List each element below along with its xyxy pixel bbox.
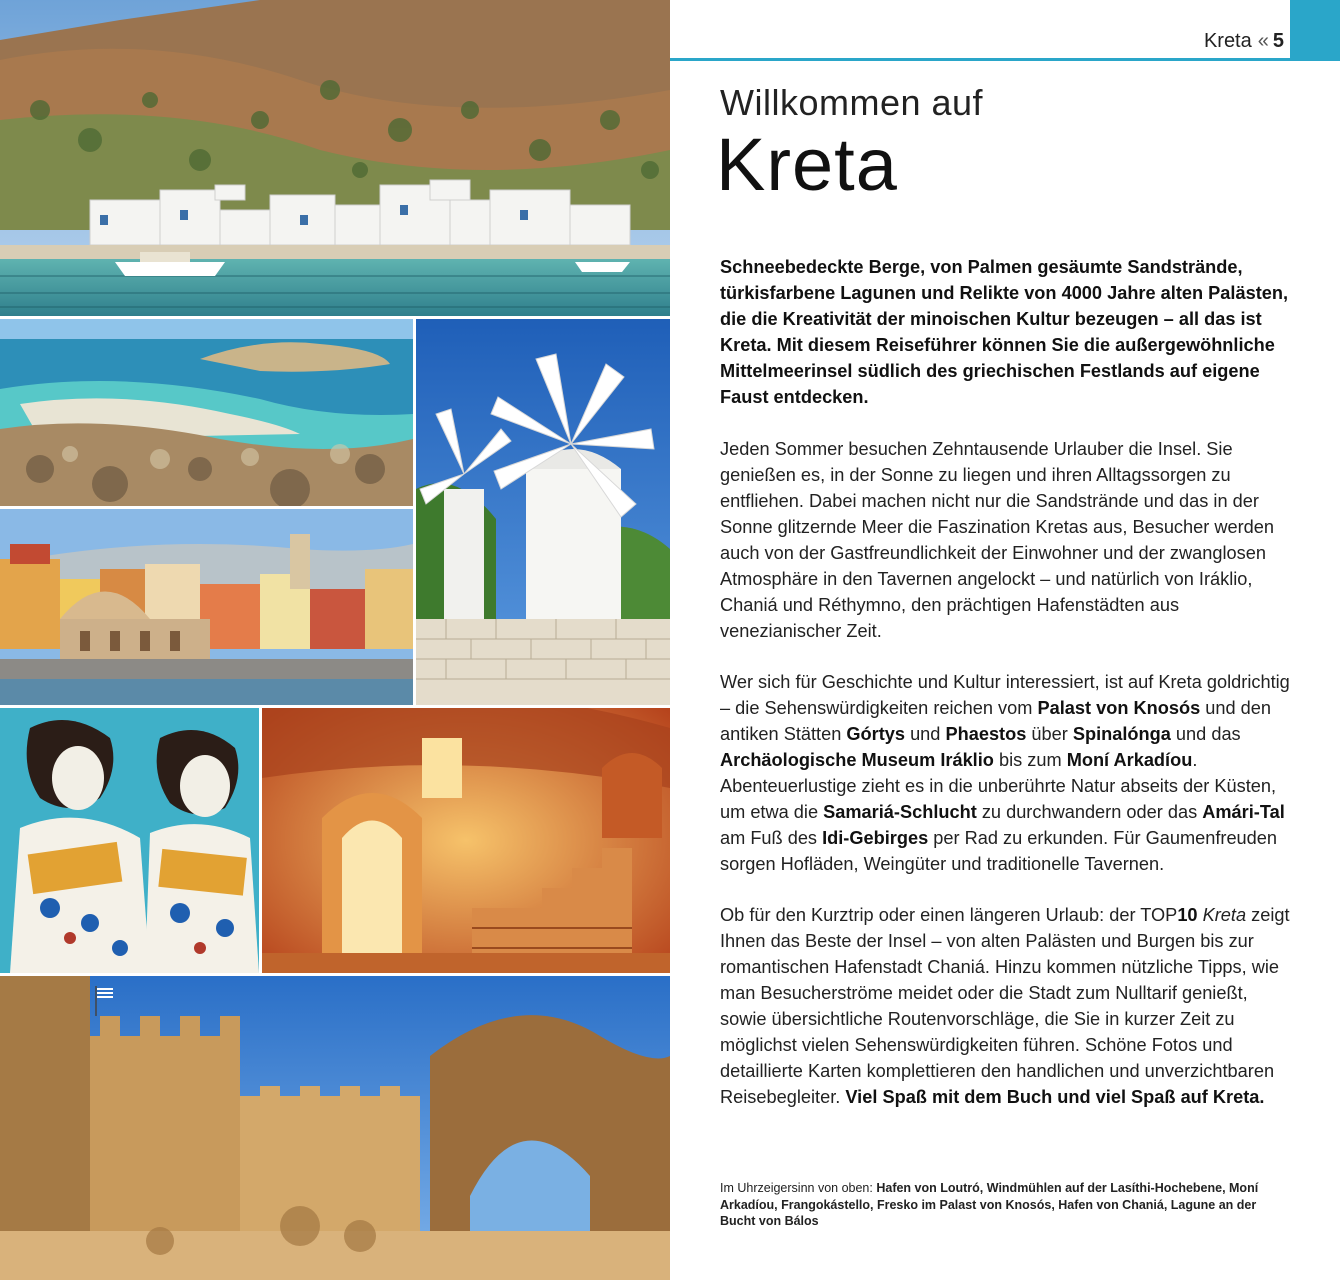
page-number: 5	[1272, 30, 1284, 52]
p2-highlight-samaria: Samariá-Schlucht	[823, 802, 977, 822]
photo-chania-harbour	[0, 509, 413, 705]
page-title-line1: Willkommen auf	[720, 82, 984, 123]
p2-highlight-idi: Idi-Gebirges	[822, 828, 929, 848]
p2-text: und	[905, 724, 946, 744]
body-paragraph-1: Jeden Sommer besuchen Zehntausende Urlauber die Insel. Sie genießen es, in der Sonne zu liegen und ihren Alltagssorgen zu entfliehen. Dabei machen nicht nur die Sandstrände und das in der Sonne glitzernde Meer die Faszination Kretas aus, Besucher werden auch von der Gastfreundlichkeit der Einwohner und der zwanglosen Atmosphäre in den Tavernen angelockt – und natürlich von Iráklio, Chaniá und Réthymno, den prächtigen Hafenstädten aus venezianischer Zeit.	[720, 439, 1275, 641]
p2-text: per Rad zu erkunden. Für Gaumenfreuden sorgen Hofläden, Weingüter und traditionelle Tavernen.	[720, 828, 1278, 874]
photo-frangokastello	[0, 976, 670, 1280]
p2-text: bis zum	[993, 750, 1067, 770]
p3-text: Ob für den Kurztrip oder einen längeren Urlaub: der TOP	[720, 905, 1178, 925]
p2-text: und das	[1170, 724, 1241, 744]
p2-highlight-arkadiou: Moní Arkadíou	[1066, 750, 1193, 770]
photo-lasithi-windmills	[416, 319, 670, 705]
p2-highlight-knossos: Palast von Knosós	[1037, 698, 1201, 718]
photo-loutro-harbour	[0, 0, 670, 316]
header-accent-tab	[1290, 0, 1340, 58]
p3-book-title: Kreta	[1202, 905, 1247, 925]
p2-highlight-phaestos: Phaestos	[945, 724, 1027, 744]
p2-highlight-amari: Amári-Tal	[1202, 802, 1285, 822]
running-head-section: Kreta	[1203, 30, 1252, 52]
running-head	[1204, 30, 1284, 53]
photo-balos-lagoon	[0, 319, 413, 506]
header-rule	[670, 58, 1340, 61]
photo-caption	[720, 1180, 1275, 1230]
body-paragraph-3	[720, 902, 1295, 1110]
photo-moni-arkadiou	[262, 708, 670, 973]
p2-text: und den antiken Stätten	[720, 698, 1271, 744]
p2-highlight-spinalonga: Spinalónga	[1072, 724, 1171, 744]
p3-top10: 10	[1177, 905, 1198, 925]
p2-text: zu durchwandern oder das	[976, 802, 1203, 822]
intro-paragraph: Schneebedeckte Berge, von Palmen gesäumte Sandstrände, türkisfarbene Lagunen und Relikte von 4000 Jahre alten Palästen, die die Kreativität der minoischen Kultur bezeugen – all das ist Kreta. Mit diesem Reiseführer können Sie die außergewöhnliche Mittelmeerinsel südlich des griechischen Festlands auf eigene Faust entdecken.	[720, 257, 1289, 407]
p2-highlight-museum: Archäologische Museum Iráklio	[720, 750, 994, 770]
p2-highlight-gortys: Górtys	[846, 724, 906, 744]
page-title-line2: Kreta	[716, 123, 898, 206]
p3-text: zeigt Ihnen das Beste der Insel – von alten Palästen und Burgen bis zur romantischen Hafenstadt Chaniá. Hinzu kommen nützliche Tipps, wie man Besucherströme meidet oder die Stadt zum Nulltarif genießt, sowie übersichtliche Routenvorschläge, die Sie in kurzer Zeit zu möglichst vielen Sehenswürdigkeiten führen. Schöne Fotos und detaillierte Karten komplettieren den handlichen und unverzichtbaren Reisebegleiter.	[720, 905, 1290, 1107]
caption-lead: Im Uhrzeigersinn von oben:	[720, 1181, 873, 1195]
running-head-separator: «	[1257, 30, 1267, 52]
p3-closing: Viel Spaß mit dem Buch und viel Spaß auf Kreta.	[845, 1087, 1265, 1107]
p2-text: . Abenteuerlustige zieht es in die unberührte Natur abseits der Küsten, um etwa die	[720, 750, 1277, 822]
body-paragraph-2	[720, 669, 1295, 877]
p2-text: über	[1026, 724, 1073, 744]
photo-knossos-fresco	[0, 708, 259, 973]
p2-text: Wer sich für Geschichte und Kultur interessiert, ist auf Kreta goldrichtig – die Sehenswürdigkeiten reichen vom	[720, 672, 1290, 718]
p2-text: am Fuß des	[720, 828, 823, 848]
caption-text: Hafen von Loutró, Windmühlen auf der Lasíthi-Hochebene, Moní Arkadíou, Frangokástello, Fresko im Palast von Knosós, Hafen von Chaniá, Lagune an der Bucht von Bálos	[720, 1181, 1259, 1228]
